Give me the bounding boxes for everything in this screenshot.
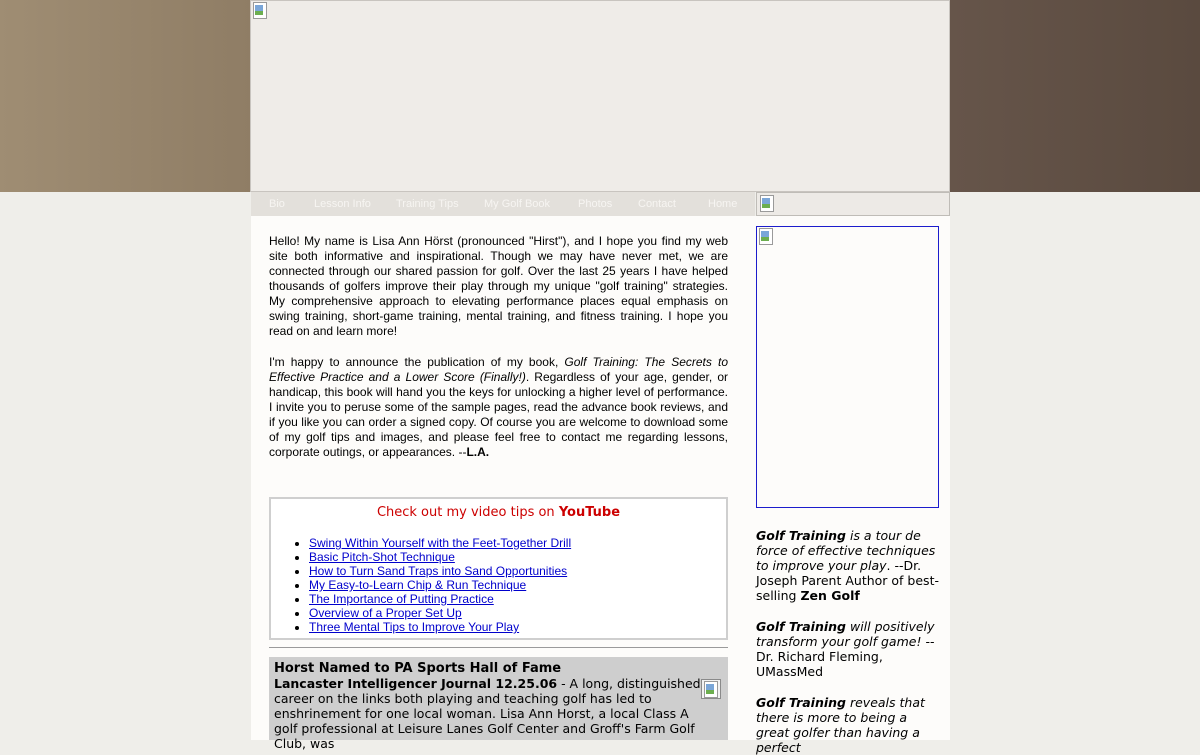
broken-image-icon [252,2,268,18]
news-headline: Horst Named to PA Sports Hall of Fame [274,661,562,676]
list-item [309,620,571,634]
youtube-brand[interactable]: YouTube [558,505,621,520]
list-item [309,550,571,564]
intro-paragraph: Hello! My name is Lisa Ann Hörst (pronounced "Hirst"), and I hope you find my web site both informative and inspirational. Though we may have never met, we are connected through our shared passion for golf. Over the last 25 years I have helped thousands of golfers improve their play through my unique "golf training" strategies. My comprehensive approach to elevating performance places equal emphasis on swing training, short-game training, mental training, and fitness training. I hope you read on and learn more! [269,234,728,338]
broken-image-icon [703,681,719,697]
video-link-feet-together[interactable]: Swing Within Yourself with the Feet-Together Drill [309,536,572,550]
news-body: - A long, distinguished career on the links both playing and teaching golf has led to enshrinement for one local woman. Lisa Ann Horst, a local Class A golf professional at Leisure Lanes Golf Center and Groff's Farm Golf Club, was [274,676,701,751]
book-cover-image[interactable] [756,226,939,508]
review-quote: Golf Training is a tour de force of effective techniques to improve your play. --Dr. Joseph Parent Author of best-selling Zen Golf [756,528,939,603]
book-title: Golf Training: The Secrets to Effective Practice and a Lower Score (Finally!) [269,355,728,384]
header-background-left [0,0,251,192]
nav-home[interactable]: Home [708,198,738,210]
nav-side-image [756,192,950,216]
nav-training-tips[interactable]: Training Tips [396,198,459,210]
nav-bio[interactable]: Bio [269,198,285,210]
news-article [274,661,714,751]
nav-photos[interactable]: Photos [578,198,613,210]
video-link-set-up[interactable]: Overview of a Proper Set Up [309,606,462,620]
broken-image-icon [759,195,775,211]
header-banner-image [250,0,950,192]
video-link-chip-run[interactable]: My Easy-to-Learn Chip & Run Technique [309,578,527,592]
broken-image-icon [758,228,774,244]
news-box [269,657,728,751]
video-link-mental-tips[interactable]: Three Mental Tips to Improve Your Play [309,620,520,634]
video-link-pitch-shot[interactable]: Basic Pitch-Shot Technique [309,550,455,564]
video-tips-list [293,536,571,634]
review-quote: Golf Training reveals that there is more to being a great golfer than having a perfect [756,695,925,755]
news-source: Lancaster Intelligencer Journal 12.25.06 [274,676,558,691]
nav-lesson-info[interactable]: Lesson Info [314,198,371,210]
list-item [309,592,571,606]
youtube-tips-title: Check out my video tips on YouTube [376,505,621,520]
review-quote: Golf Training will positively transform your golf game! --Dr. Richard Fleming, UMassMed [756,619,935,679]
nav-my-golf-book[interactable]: My Golf Book [484,198,551,210]
list-item [309,536,571,550]
signature: L.A. [466,445,490,459]
list-item [309,606,571,620]
list-item [309,564,571,578]
news-thumbnail[interactable] [701,679,721,699]
nav-contact[interactable]: Contact [638,198,676,210]
header-background-right [950,0,1200,192]
video-link-sand-traps[interactable]: How to Turn Sand Traps into Sand Opportunities [309,564,568,578]
main-nav [251,192,755,216]
youtube-tips-box [269,497,728,640]
book-paragraph: I'm happy to announce the publication of my book, Golf Training: The Secrets to Effective Practice and a Lower Score (Finally!). Regardless of your age, gender, or handicap, this book will hand you the keys for unlocking a higher level of performance. I invite you to peruse some of the sample pages, read the advance book reviews, and if you like you can order a signed copy. Of course you are welcome to download some of my golf tips and images, and please feel free to contact me regarding lessons, corporate outings, or appearances. --L.A. [269,355,728,459]
video-link-putting[interactable]: The Importance of Putting Practice [309,592,494,606]
list-item [309,578,571,592]
divider [269,647,728,648]
